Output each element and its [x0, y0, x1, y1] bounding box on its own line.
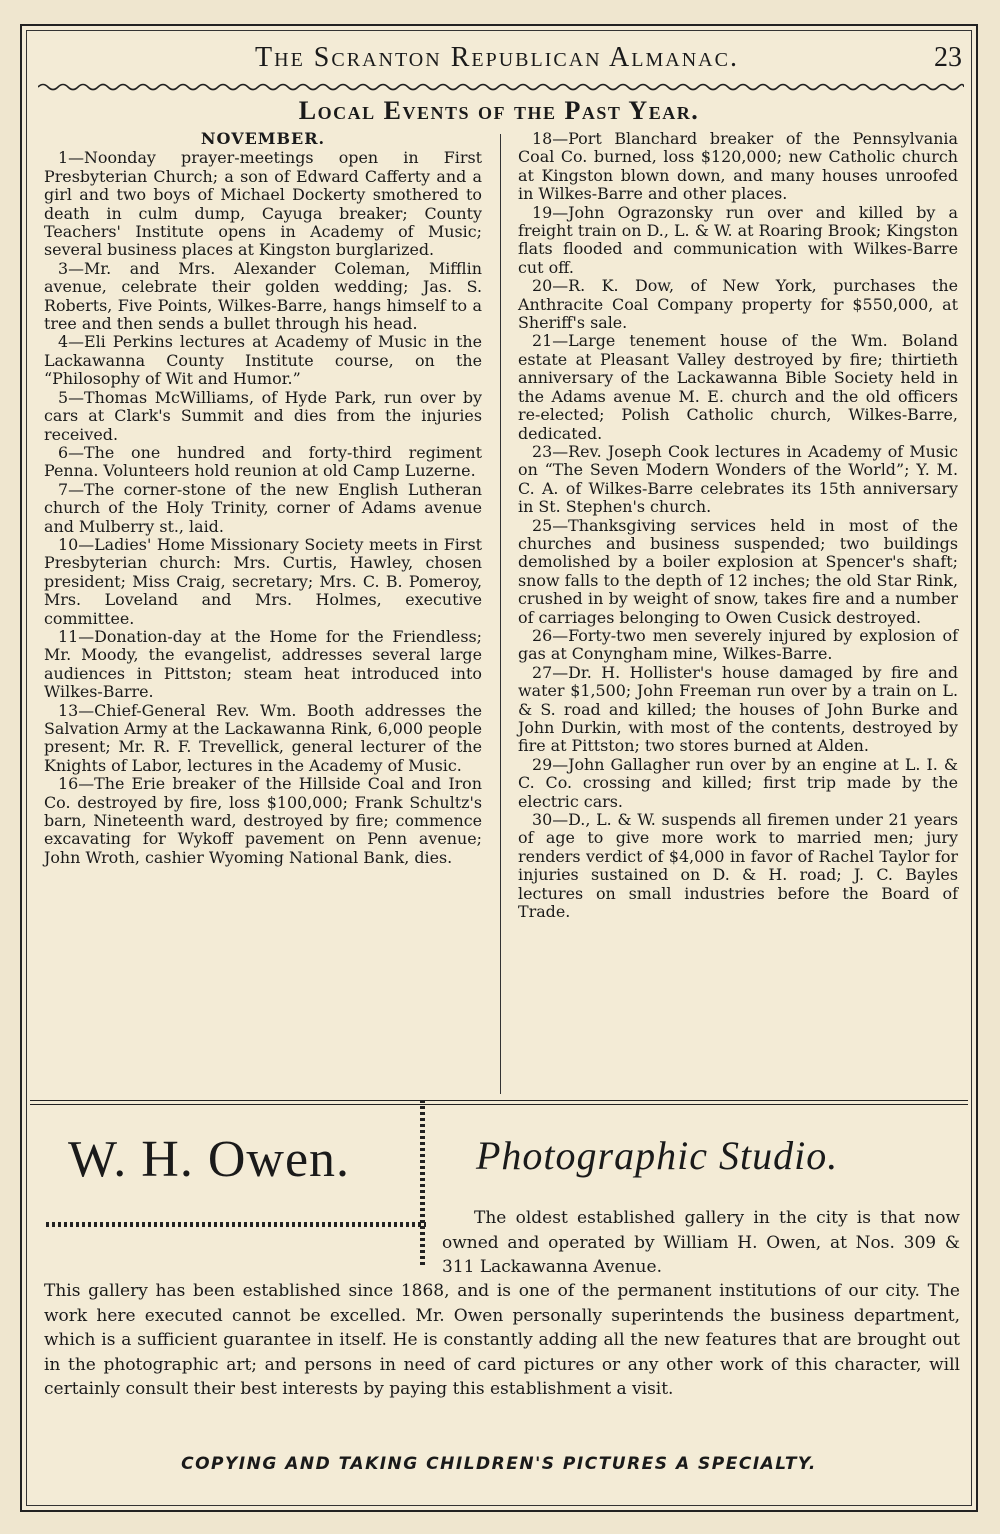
page-number: 23	[934, 42, 962, 73]
right-entries-list	[518, 130, 958, 921]
event-entry: 11—Donation-day at the Home for the Friendless; Mr. Moody, the evangelist, addresses several large audiences in Pittston; steam heat introduced into Wilkes-Barre.	[44, 626, 482, 702]
decorative-wavy-rule	[38, 82, 964, 92]
section-divider-rule	[30, 1100, 968, 1105]
event-entry: 19—John Ograzonsky run over and killed by a freight train on D., L. & W. at Roaring Brook; Kingston flats flooded and communication with Wilkes-Barre cut off.	[518, 202, 958, 277]
month-heading: NOVEMBER.	[200, 129, 326, 148]
ad-body-text: This gallery has been established since 1868, and is one of the permanent institutions of our city. The work here executed cannot be excelled. Mr. Owen personally superintends the business department, which is a sufficient guarantee in itself. He is constantly adding all the new features that are brought out in the photographic art; and persons in need of card pictures or any other work of this character, will certainly consult their best interests by paying this establishment a visit.	[44, 1281, 960, 1399]
event-entry: 1—Noonday prayer-meetings open in First Presbyterian Church; a son of Edward Cafferty and a girl and two boys of Michael Dockerty smothered to death in culm dump, Cayuga breaker; County Teachers' Institute opens in Academy of Music; several business places at Kingston burglarized.	[44, 148, 482, 260]
left-entries-list	[44, 149, 482, 867]
left-column	[44, 130, 482, 867]
event-entry: 25—Thanksgiving services held in most of the churches and business suspended; two buildings demolished by a boiler explosion at Spencer's shaft; snow falls to the depth of 12 inches; the old Star Rink, crushed in by weight of snow, takes fire and a number of carriages belonging to Owen Cusick destroyed.	[518, 515, 958, 627]
running-title: The Scranton Republican Almanac.	[255, 42, 739, 73]
event-entry: 13—Chief-General Rev. Wm. Booth addresses the Salvation Army at the Lackawanna Rink, 6,000 people present; Mr. R. F. Trevellick, general lecturer of the Knights of Labor, lectures in the Academy of Music.	[44, 700, 482, 775]
event-entry: 29—John Gallagher run over by an engine at L. I. & C. Co. crossing and killed; first trip made by the electric cars.	[518, 754, 958, 811]
event-entry: 10—Ladies' Home Missionary Society meets in First Presbyterian church: Mrs. Curtis, Hawley, chosen president; Miss Craig, secretary; Mrs. C. B. Pomeroy, Mrs. Loveland and Mrs. Holmes, executive committee.	[44, 534, 482, 628]
event-entry: 27—Dr. H. Hollister's house damaged by fire and water $1,500; John Freeman run over by a train on L. & S. road and killed; the houses of John Burke and John Durkin, with most of the contents, destroyed by fire at Pittston; two stores burned at Alden.	[518, 662, 958, 756]
event-entry: 18—Port Blanchard breaker of the Pennsylvania Coal Co. burned, loss $120,000; new Catholic church at Kingston blown down, and many houses unroofed in Wilkes-Barre and other places.	[518, 129, 958, 204]
ad-intro-text: The oldest established gallery in the city is that now owned and operated by William H. Owen, at Nos. 309 & 311 Lackawanna Avenue.	[442, 1208, 960, 1277]
event-entry: 4—Eli Perkins lectures at Academy of Music in the Lackawanna County Institute course, on the “Philosophy of Wit and Humor.”	[44, 332, 482, 389]
event-entry: 6—The one hundred and forty-third regiment Penna. Volunteers hold reunion at old Camp Luzerne.	[44, 442, 482, 481]
right-column	[518, 130, 958, 921]
event-entry: 3—Mr. and Mrs. Alexander Coleman, Mifflin avenue, celebrate their golden wedding; Jas. S. Roberts, Five Points, Wilkes-Barre, hangs himself to a tree and then sends a bullet through his head.	[44, 258, 482, 334]
page-header	[32, 38, 962, 78]
event-entry: 5—Thomas McWilliams, of Hyde Park, run over by cars at Clark's Summit and dies from the injuries received.	[44, 387, 482, 444]
event-entry: 21—Large tenement house of the Wm. Boland estate at Pleasant Valley destroyed by fire; thirtieth anniversary of the Lackawanna Bible Society held in the Adams avenue M. E. church and the old officers re-elected; Polish Catholic church, Wilkes-Barre, dedicated.	[518, 331, 958, 443]
event-entry: 7—The corner-stone of the new English Lutheran church of the Holy Trinity, corner of Adams avenue and Mulberry st., laid.	[44, 479, 482, 536]
event-entry: 23—Rev. Joseph Cook lectures in Academy of Music on “The Seven Modern Wonders of the World”; Y. M. C. A. of Wilkes-Barre celebrates its 15th anniversary in St. Stephen's church.	[518, 441, 958, 517]
column-divider	[500, 134, 501, 1094]
event-entry: 30—D., L. & W. suspends all firemen under 21 years of age to give more work to married men; jury renders verdict of $4,000 in favor of Rachel Taylor for injuries sustained on D. & H. road; J. C. Bayles lectures on small industries before the Board of Trade.	[518, 810, 958, 922]
ad-horizontal-ornament	[46, 1222, 426, 1227]
ad-specialty-line: COPYING AND TAKING CHILDREN'S PICTURES A SPECIALTY.	[181, 1454, 817, 1474]
ad-vertical-ornament	[420, 1100, 425, 1268]
almanac-page	[20, 24, 978, 1512]
event-entry: 26—Forty-two men severely injured by explosion of gas at Conyngham mine, Wilkes-Barre.	[518, 625, 958, 664]
event-entry: 16—The Erie breaker of the Hillside Coal and Iron Co. destroyed by fire, loss $100,000; Frank Schultz's barn, Nineteenth ward, destroyed by fire; commence excavating for Wykoff pavement on Penn avenue; John Wroth, cashier Wyoming National Bank, dies.	[44, 774, 482, 867]
ad-business-type: Photographic Studio.	[476, 1133, 839, 1178]
section-title: Local Events of the Past Year.	[298, 96, 700, 125]
event-entry: 20—R. K. Dow, of New York, purchases the Anthracite Coal Company property for $550,000, at Sheriff's sale.	[518, 276, 958, 333]
ad-business-owner: W. H. Owen.	[68, 1131, 351, 1188]
